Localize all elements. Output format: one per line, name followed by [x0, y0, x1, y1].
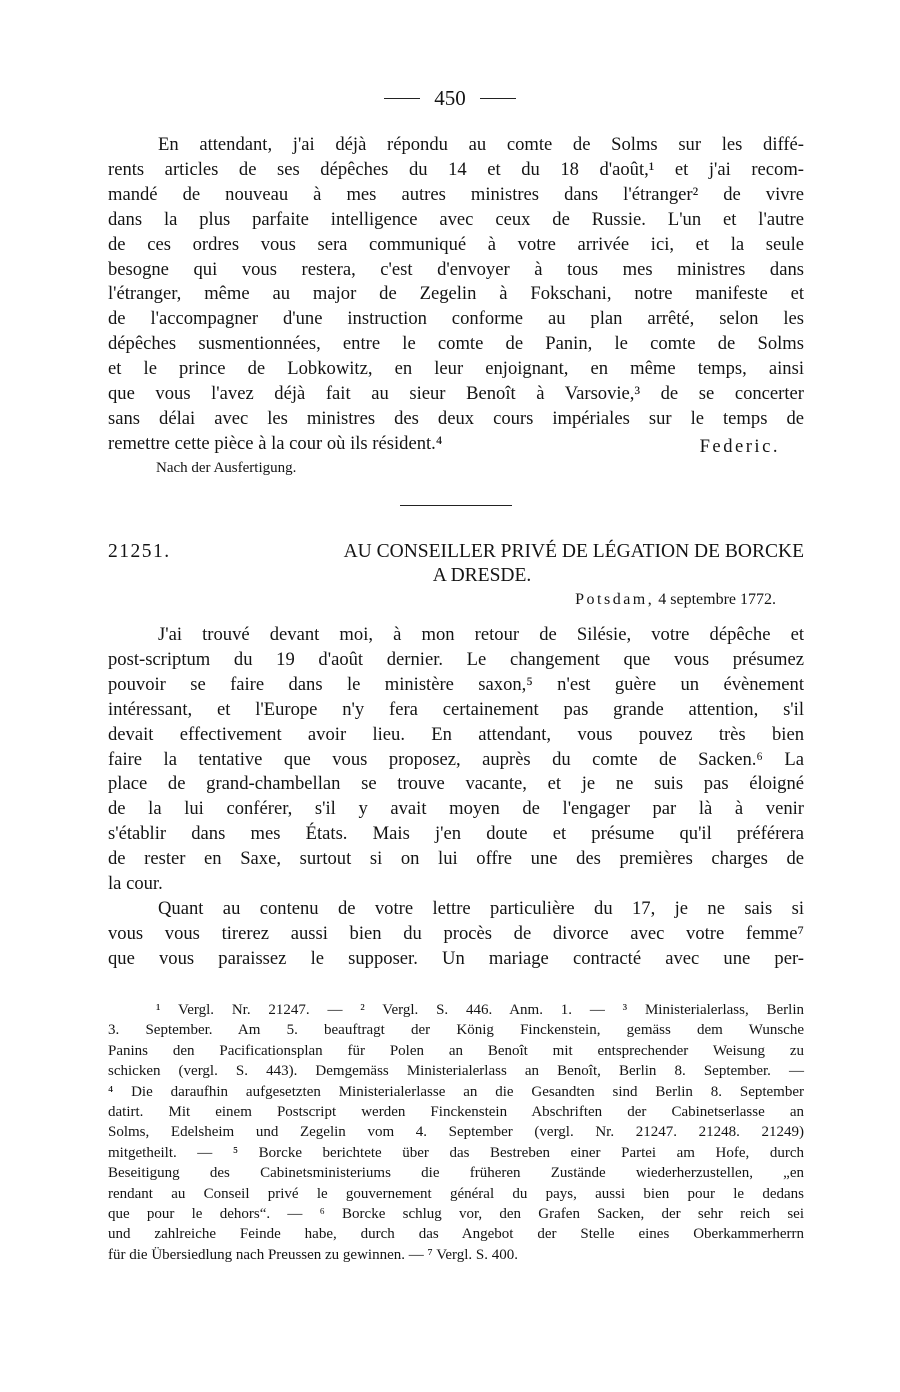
letter-title: AU CONSEILLER PRIVÉ DE LÉGATION DE BORCKE — [343, 541, 804, 562]
footnote-line: rendant au Conseil privé le gouvernement général du pays, aussi bien pour le dedans — [108, 1185, 804, 1202]
text-line: En attendant, j'ai déjà répondu au comte de Solms sur les diffé- — [158, 134, 804, 155]
page-number: 450 — [434, 86, 466, 110]
footnote-line: mitgetheilt. — ⁵ Borcke berichtete über das Bestreben einer Partei am Hofe, durch — [108, 1144, 804, 1161]
text-line: sans délai avec les ministres des deux cours impériales sur le temps de — [108, 407, 804, 429]
text-line: et le prince de Lobkowitz, en leur enjoignant, en même temps, ainsi — [108, 358, 804, 380]
letter-heading-line-1 — [108, 540, 804, 564]
text-line: dans la plus parfaite intelligence avec ceux de Russie. L'un et l'autre — [108, 208, 804, 230]
footnote-line: ⁴ Die daraufhin aufgesetzten Ministerialerlasse an die Gesandten sind Berlin 8. September — [108, 1083, 804, 1100]
footnote-line: und zahlreiche Feinde habe, durch das Angebot der Stelle eines Oberkammerherrn — [108, 1226, 804, 1243]
dateline-place: Potsdam, — [575, 591, 655, 608]
text-line: que vous paraissez le supposer. Un mariage contracté avec une per- — [108, 947, 804, 969]
letter-destination: A DRESDE. — [432, 565, 532, 586]
text-line: de rester en Saxe, surtout si on lui offre une des premières charges de — [108, 848, 804, 870]
text-line: l'étranger, même au major de Zegelin à Fokschani, notre manifeste et — [108, 283, 804, 305]
paragraph-3 — [108, 897, 804, 972]
text-line: faire la tentative que vous proposez, auprès du comte de Sacken.⁶ La — [108, 748, 804, 770]
text-line: post-scriptum du 19 d'août dernier. Le changement que vous présumez — [108, 648, 804, 670]
text-line: place de grand-chambellan se trouve vacante, et je ne suis pas éloigné — [108, 773, 804, 795]
footnote-line: datirt. Mit einem Postscript werden Finckenstein Abschriften der Cabinetserlasse an — [108, 1104, 804, 1121]
header-dash-right — [480, 98, 516, 99]
footnote-line: für die Übersiedlung nach Preussen zu gewinnen. — ⁷ Vergl. S. 400. — [108, 1246, 519, 1263]
text-line: que vous l'avez déjà fait au sieur Benoît à Varsovie,³ de se concerter — [108, 383, 804, 405]
dateline — [575, 591, 776, 609]
footnote-line: ¹ Vergl. Nr. 21247. — ² Vergl. S. 446. Anm. 1. — ³ Ministerialerlass, Berlin — [156, 1002, 804, 1018]
closing-line — [108, 432, 804, 457]
page-header — [0, 86, 900, 111]
text-line: dépêches susmentionnées, entre le comte de Panin, le comte de Solms — [108, 333, 804, 355]
text-line: remettre cette pièce à la cour où ils résident.⁴ — [108, 432, 443, 454]
footnote-line: que pour le dehors“. — ⁶ Borcke schlug vor, den Grafen Sacken, der sehr reich sei — [108, 1206, 804, 1223]
text-line: s'établir dans mes États. Mais j'en doute et présume qu'il préférera — [108, 823, 804, 845]
section-divider — [400, 505, 512, 506]
signature: Federic. — [699, 435, 780, 457]
footnotes — [108, 1000, 804, 1265]
footnote-line: 3. September. Am 5. beauftragt der König Finckenstein, gemäss dem Wunsche — [108, 1022, 804, 1039]
text-line: de ces ordres vous sera communiqué à votre arrivée ici, et la seule — [108, 233, 804, 255]
header-dash-left — [384, 98, 420, 99]
letter-continuation — [108, 133, 804, 477]
text-line: vous vous tirerez aussi bien du procès de divorce avec votre femme⁷ — [108, 922, 804, 944]
source-note: Nach der Ausfertigung. — [156, 459, 297, 476]
footnote-line: Panins den Pacificationsplan für Polen an Benoît mit entsprechender Weisung zu — [108, 1042, 804, 1059]
text-line: besogne qui vous restera, c'est d'envoyer à tous mes ministres dans — [108, 258, 804, 280]
text-line: de l'accompagner d'une instruction conforme au plan arrêté, selon les — [108, 308, 804, 330]
letter-number: 21251. — [108, 541, 171, 562]
text-line: devait effectivement avoir lieu. En attendant, vous pouvez très bien — [108, 723, 804, 745]
text-line: de la lui conférer, s'il y avait moyen de l'engager par là à venir — [108, 798, 804, 820]
letter-body — [108, 623, 804, 972]
text-line: Quant au contenu de votre lettre particulière du 17, je ne sais si — [158, 897, 804, 919]
footnote-line: Solms, Edelsheim und Zegelin vom 4. September (vergl. Nr. 21247. 21248. 21249) — [108, 1124, 804, 1141]
text-line: mandé de nouveau à mes autres ministres dans l'étranger² de vivre — [108, 183, 804, 205]
footnote-line: Beseitigung des Cabinetsministeriums die früheren Zustände wiederherzustellen, „en — [108, 1165, 804, 1182]
letter-heading — [108, 540, 804, 588]
text-line: J'ai trouvé devant moi, à mon retour de Silésie, votre dépêche et — [158, 624, 804, 645]
dateline-date: 4 septembre 1772. — [658, 591, 776, 608]
text-line: pouvoir se faire dans le ministère saxon,⁵ n'est guère un évènement — [108, 673, 804, 695]
footnote-line: schicken (vergl. S. 443). Demgemäss Ministerialerlass an Benoît, Berlin 8. September. — — [108, 1063, 804, 1080]
text-line: intéressant, et l'Europe n'y fera certainement pas grande attention, s'il — [108, 698, 804, 720]
paragraph-2 — [108, 623, 804, 897]
text-line: la cour. — [108, 873, 163, 895]
paragraph-1 — [108, 133, 804, 457]
text-line: rents articles de ses dépêches du 14 et du 18 d'août,¹ et j'ai recom- — [108, 158, 804, 180]
